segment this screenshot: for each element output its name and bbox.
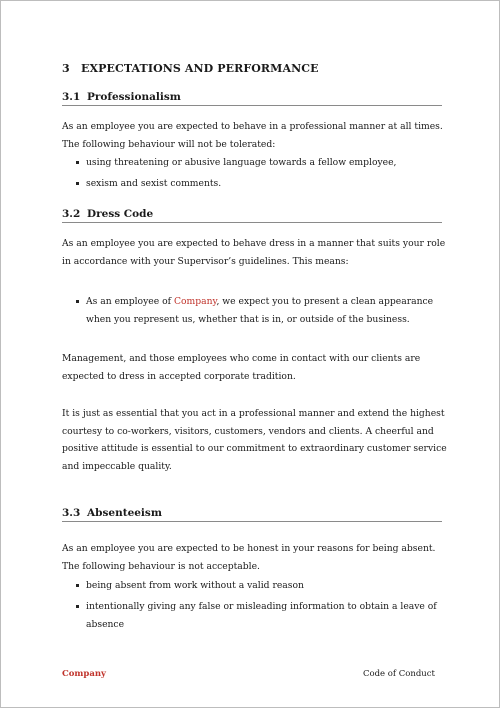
bullet-icon [76,300,79,303]
footer-company: Company [62,669,106,679]
bullet-icon [76,182,79,185]
subsection-heading-dress-code [62,208,442,223]
list-item [76,154,441,172]
subsection-title: Dress Code [87,208,154,220]
company-name-highlight: Company [173,296,217,307]
list-item-text-prefix: As an employee of [86,296,174,307]
subsection-title: Professionalism [87,91,181,103]
subsection-number: 3.2 [62,208,81,220]
dress-code-paragraph: As an employee you are expected to behave dress in a manner that suits your role in accordance with your Supervisor’s guidelines. This means: [62,238,446,267]
list-item-text: using threatening or abusive language towards a fellow employee, [86,157,397,168]
list-item [76,175,441,193]
section-heading [62,62,319,75]
dress-code-paragraph-3: It is just as essential that you act in a professional manner and extend the highest courtesy to co-workers, visitors, customers, vendors and clients. A cheerful and positive attitude is essential to our commitment to extraordinary customer service and impeccable quality. [62,408,447,472]
subsection-heading-professionalism [62,91,442,106]
bullet-icon [76,161,79,164]
bullet-icon [76,584,79,587]
subsection-number: 3.3 [62,507,81,519]
list-item-text: sexism and sexist comments. [86,178,222,189]
subsection-heading-absenteeism [62,507,442,522]
subsection-number: 3.1 [62,91,81,103]
list-item [76,293,441,328]
list-item-text: intentionally giving any false or misleading information to obtain a leave of absence [86,601,437,630]
list-item [76,598,441,633]
absenteeism-paragraph: As an employee you are expected to be honest in your reasons for being absent. The following behaviour is not acceptable. [62,543,436,572]
section-title: EXPECTATIONS AND PERFORMANCE [81,62,319,75]
list-item [76,577,441,595]
subsection-title: Absenteeism [87,507,162,519]
list-item-text: being absent from work without a valid reason [86,580,304,591]
professionalism-paragraph: As an employee you are expected to behave in a professional manner at all times. The following behaviour will not be tolerated: [62,121,443,150]
footer-document-title: Code of Conduct [363,669,435,679]
list-item-text-rest: , we expect you to present a clean appearance when you represent us, whether that is in, or outside of the business. [86,296,434,325]
dress-code-paragraph-2: Management, and those employees who come in contact with our clients are expected to dress in accepted corporate tradition. [62,353,421,382]
bullet-icon [76,605,79,608]
section-number: 3 [62,62,70,75]
